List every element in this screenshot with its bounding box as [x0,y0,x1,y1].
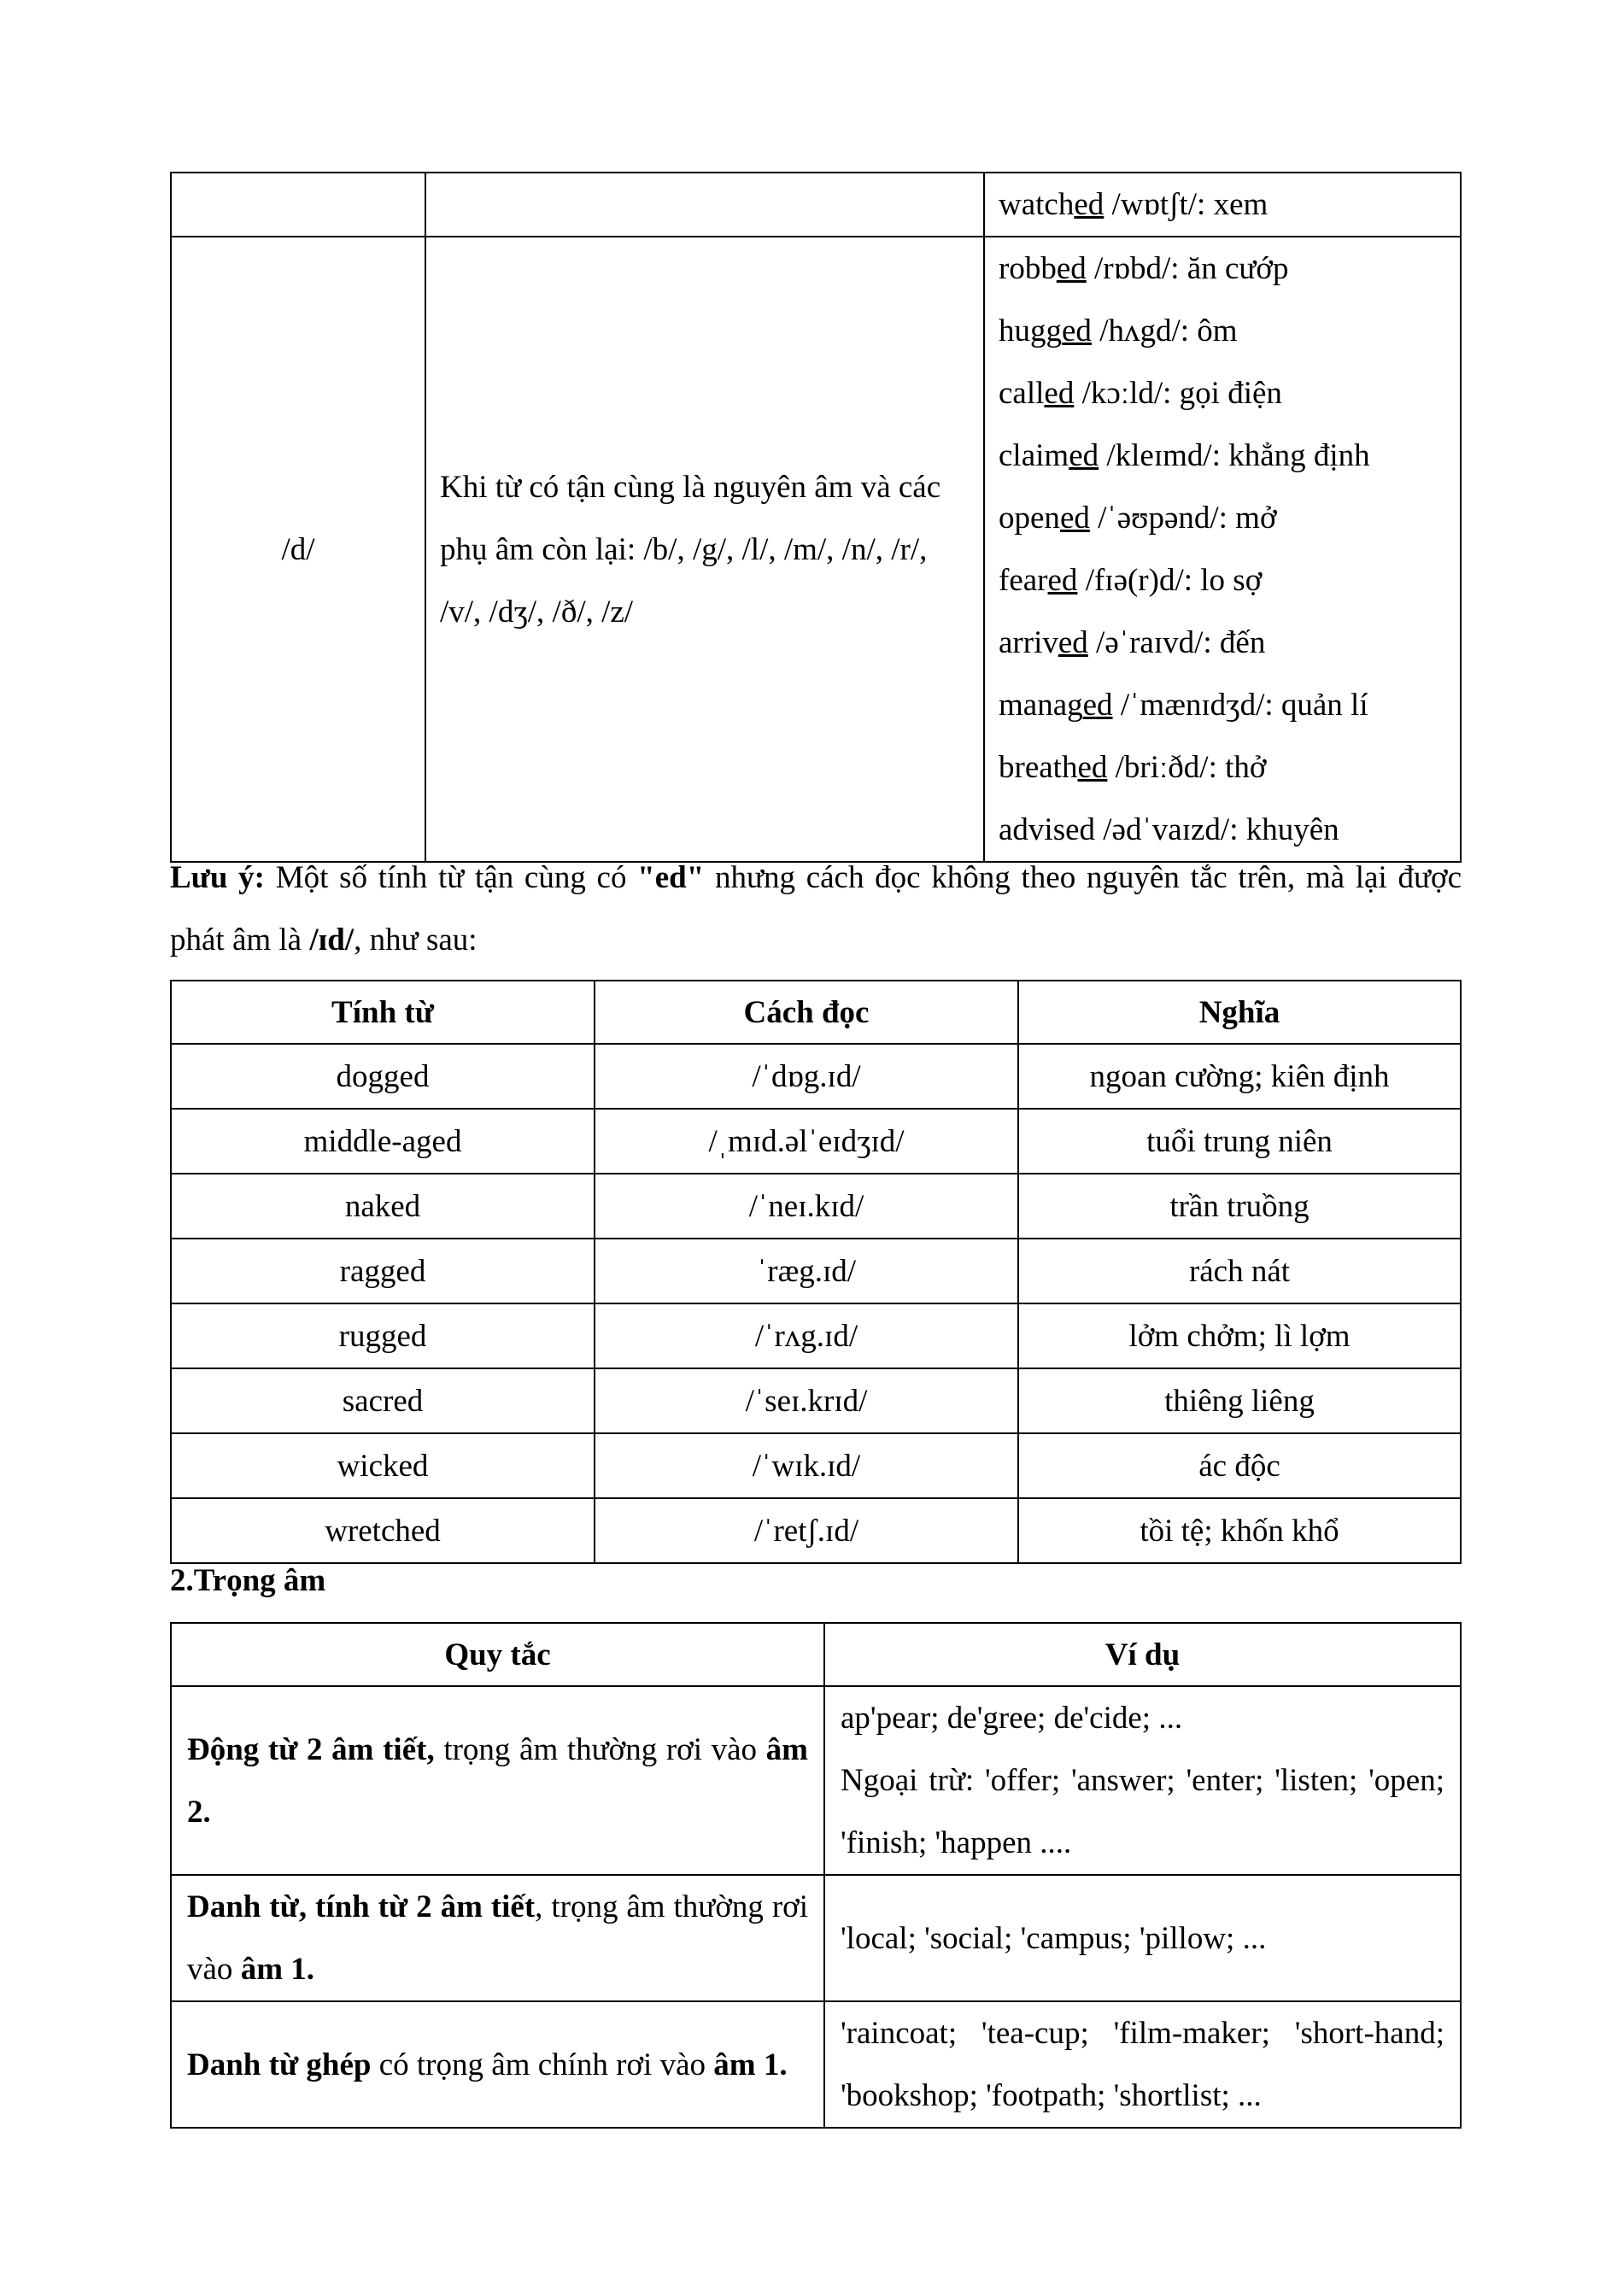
sound-cell [171,173,425,237]
adjective-exceptions-table [170,980,1462,1564]
table-row: ragged ˈræg.ɪd/ rách nát [171,1239,1461,1303]
table-row: sacred /ˈseɪ.krɪd/ thiêng liêng [171,1368,1461,1433]
table-row: dogged /ˈdɒg.ɪd/ ngoan cường; kiên định [171,1044,1461,1109]
ed-pronunciation-table [170,172,1462,863]
example-cell: 'raincoat; 'tea-cup; 'film-maker; 'short-hand; 'bookshop; 'footpath; 'shortlist; ... [824,2001,1461,2128]
table-row: wicked /ˈwɪk.ɪd/ ác độc [171,1433,1461,1498]
example-line: called /kɔːld/: gọi điện [999,376,1282,411]
example-cell [984,173,1461,237]
example-cell: 'local; 'social; 'campus; 'pillow; ... [824,1875,1461,2001]
column-header: Ví dụ [824,1623,1461,1686]
example-cell: ap'pear; de'gree; de'cide; ... Ngoại trừ: 'offer; 'answer; 'enter; 'listen; 'open; 'finish; 'happen .... [824,1686,1461,1875]
column-header: Nghĩa [1018,981,1461,1044]
rule-cell: Danh từ, tính từ 2 âm tiết, trọng âm thường rơi vào âm 1. [171,1875,824,2001]
column-header: Quy tắc [171,1623,824,1686]
table-row: middle-aged /ˌmɪd.əlˈeɪdʒɪd/ tuổi trung niên [171,1109,1461,1174]
table-row [171,1686,1461,1875]
section-heading: 2.Trọng âm [170,1563,326,1598]
table-header-row [171,981,1461,1044]
table-row [171,2001,1461,2128]
rule-cell: Động từ 2 âm tiết, trọng âm thường rơi vào âm 2. [171,1686,824,1875]
table-row: rugged /ˈrʌg.ɪd/ lởm chởm; lì lợm [171,1303,1461,1368]
example-line: breathed /briːðd/: thở [999,750,1267,785]
example-line: advised /ədˈvaɪzd/: khuyên [999,812,1339,847]
example-line: watched /wɒtʃt/: xem [999,187,1269,222]
rule-cell: Khi từ có tận cùng là nguyên âm và các phụ âm còn lại: /b/, /g/, /l/, /m/, /n/, /r/, /v/, /dʒ/, /ð/, /z/ [425,237,984,862]
example-line: arrived /əˈraɪvd/: đến [999,625,1266,660]
example-line: hugged /hʌgd/: ôm [999,313,1238,348]
column-header: Cách đọc [595,981,1018,1044]
note-label: Lưu ý: [170,860,265,895]
stress-rules-table [170,1622,1462,2129]
example-line: robbed /rɒbd/: ăn cướp [999,251,1289,286]
example-line: feared /fɪə(r)d/: lo sợ [999,563,1263,598]
example-line: managed /ˈmænɪdʒd/: quản lí [999,688,1368,723]
rule-cell: Danh từ ghép có trọng âm chính rơi vào âm 1. [171,2001,824,2128]
rule-cell [425,173,984,237]
table-row: naked /ˈneɪ.kɪd/ trần truồng [171,1174,1461,1239]
sound-cell: /d/ [171,237,425,862]
column-header: Tính từ [171,981,595,1044]
table-header-row [171,1623,1461,1686]
table-row [171,1875,1461,2001]
example-line: opened /ˈəʊpənd/: mở [999,501,1277,536]
note-paragraph: Lưu ý: Một số tính từ tận cùng có "ed" nhưng cách đọc không theo nguyên tắc trên, mà lại được phát âm là /ɪd/, như sau: [170,860,1462,958]
example-line: claimed /kleɪmd/: khẳng định [999,438,1370,473]
table-row [171,173,1461,237]
table-row: wretched /ˈretʃ.ɪd/ tồi tệ; khốn khổ [171,1498,1461,1563]
table-row [171,237,1461,862]
example-cell [984,237,1461,862]
